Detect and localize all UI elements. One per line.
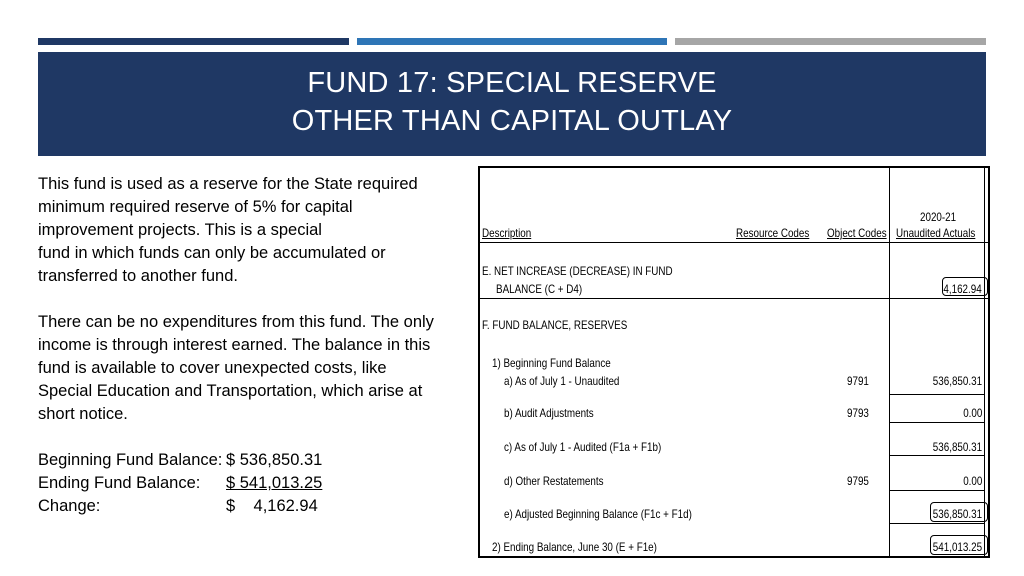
- title-line-2: OTHER THAN CAPITAL OUTLAY: [291, 105, 733, 137]
- cell-underline: [889, 422, 984, 423]
- section-e-value: 4,162.94: [943, 282, 982, 296]
- title-banner: [38, 52, 986, 156]
- header-year: 2020-21: [920, 210, 957, 224]
- balance-row-change: [38, 495, 322, 518]
- highlight-box: [930, 502, 988, 522]
- column-divider: [889, 168, 890, 556]
- row-value: 536,850.31: [932, 440, 982, 454]
- row-label: e) Adjusted Beginning Balance (F1c + F1d): [504, 507, 692, 521]
- balance-amount: $ 4,162.94: [226, 497, 318, 515]
- ending-balance-value: 541,013.25: [932, 540, 982, 554]
- balance-summary: [38, 449, 322, 518]
- row-label: c) As of July 1 - Audited (F1a + F1b): [504, 440, 662, 454]
- row-code: 9795: [847, 474, 869, 488]
- cell-underline: [889, 455, 984, 456]
- cell-underline: [889, 394, 984, 395]
- header-object-codes: Object Codes: [827, 226, 887, 240]
- title-line-1: FUND 17: SPECIAL RESERVE: [307, 67, 717, 99]
- highlight-box: [930, 535, 988, 555]
- header-actuals: Unaudited Actuals: [896, 226, 976, 240]
- financial-table: [478, 166, 990, 558]
- section-divider: [480, 298, 988, 299]
- accent-bar-gray: [675, 38, 986, 45]
- row-code: 9793: [847, 406, 869, 420]
- header-resource-codes: Resource Codes: [736, 226, 810, 240]
- row-label: d) Other Restatements: [504, 474, 604, 488]
- cell-underline: [889, 490, 984, 491]
- row-label: b) Audit Adjustments: [504, 406, 594, 420]
- balance-label: Ending Fund Balance:: [38, 474, 201, 492]
- row-code: 9791: [847, 374, 869, 388]
- paragraph-1: This fund is used as a reserve for the State required minimum required reserve of 5% for capital improvement projects. This is a special fund in which funds can only be accumulated or transferred to another fund.: [38, 175, 418, 285]
- accent-bar-blue: [357, 38, 667, 45]
- balance-amount: $ 536,850.31: [226, 451, 323, 469]
- beginning-balance-label: 1) Beginning Fund Balance: [492, 356, 611, 370]
- balance-label: Beginning Fund Balance:: [38, 451, 223, 469]
- ending-balance-label: 2) Ending Balance, June 30 (E + F1e): [492, 540, 657, 554]
- description-text: [38, 173, 470, 426]
- paragraph-2: There can be no expenditures from this fund. The only income is through interest earned. The balance in this fund is available to cover unexpected costs, like Special Education and Transportation, which arise at short notice.: [38, 313, 434, 423]
- section-e-label-2: BALANCE (C + D4): [496, 282, 583, 296]
- balance-row-beginning: [38, 449, 322, 472]
- header-divider: [480, 242, 988, 243]
- row-value: 0.00: [962, 406, 982, 420]
- accent-bar-dark: [38, 38, 349, 45]
- section-e-label: E. NET INCREASE (DECREASE) IN FUND: [482, 264, 673, 278]
- header-description: Description: [482, 226, 532, 240]
- row-value: 536,850.31: [932, 374, 982, 388]
- row-value: 536,850.31: [932, 507, 982, 521]
- balance-label: Change:: [38, 497, 101, 515]
- row-label: a) As of July 1 - Unaudited: [504, 374, 620, 388]
- balance-row-ending: [38, 472, 322, 495]
- balance-amount: $ 541,013.25: [226, 474, 323, 492]
- cell-underline: [889, 523, 984, 524]
- section-f-label: F. FUND BALANCE, RESERVES: [482, 318, 628, 332]
- column-divider: [984, 168, 985, 556]
- highlight-box: [942, 277, 988, 296]
- row-value: 0.00: [962, 474, 982, 488]
